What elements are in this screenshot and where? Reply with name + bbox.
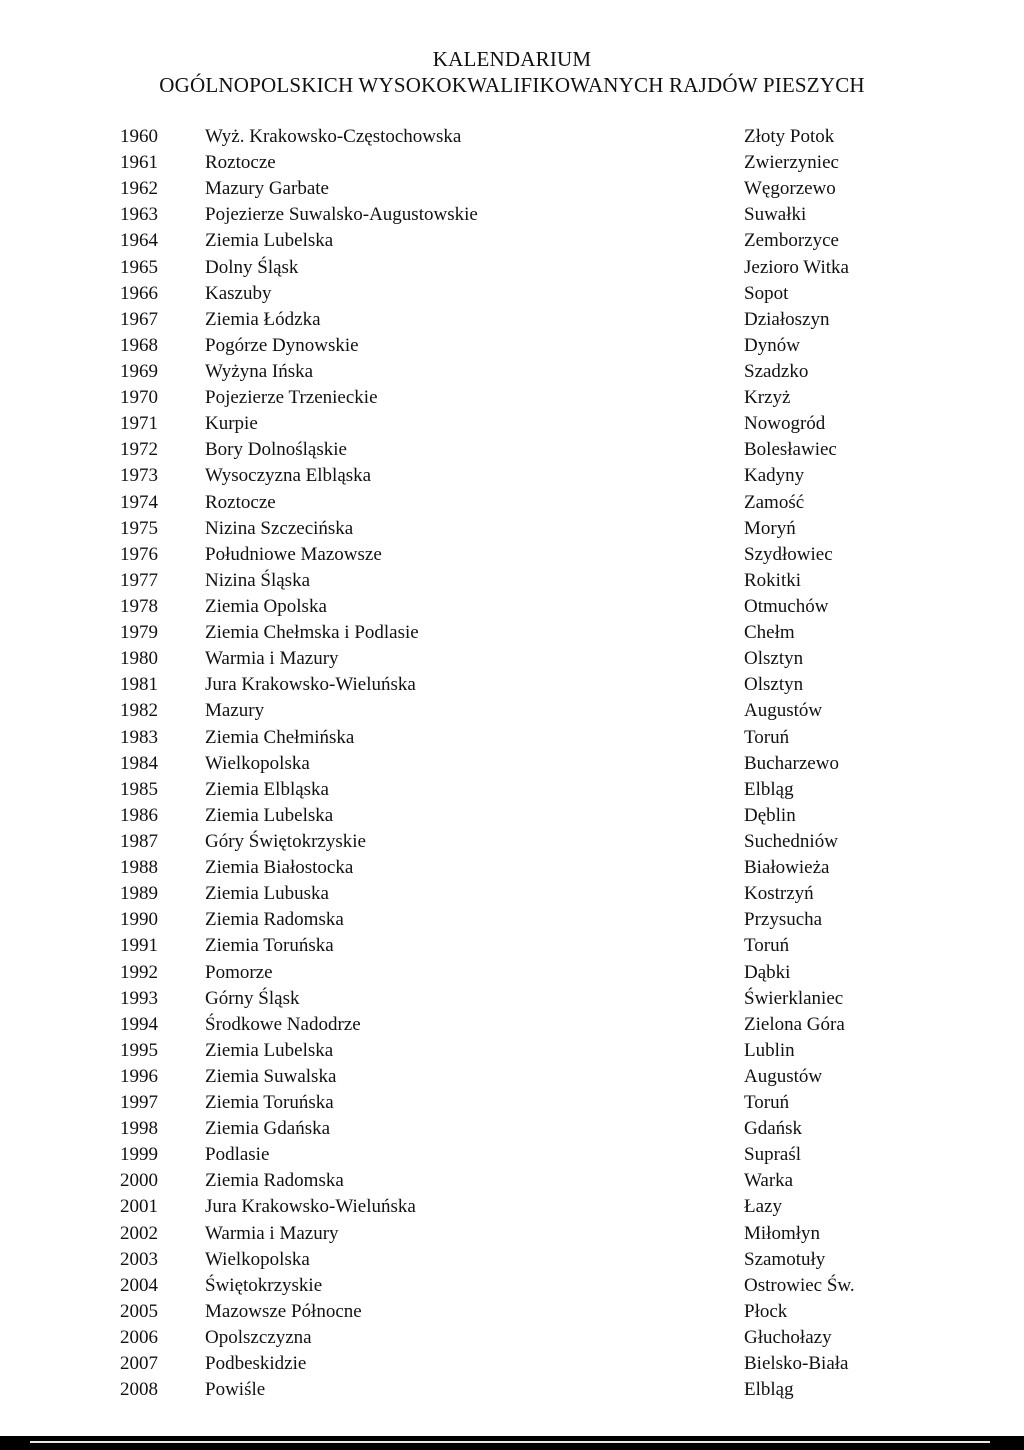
calendar-region: Kurpie xyxy=(205,413,258,435)
document-title: KALENDARIUM xyxy=(432,47,592,71)
calendar-row xyxy=(0,803,1024,829)
calendar-row xyxy=(0,1194,1024,1220)
calendar-region: Wielkopolska xyxy=(205,752,310,774)
calendar-year: 1962 xyxy=(120,178,158,200)
calendar-year: 1981 xyxy=(120,674,158,696)
calendar-row xyxy=(0,516,1024,542)
calendar-place: Augustów xyxy=(744,700,823,722)
calendar-region: Górny Śląsk xyxy=(205,987,300,1009)
calendar-year: 1986 xyxy=(120,804,158,826)
calendar-place: Toruń xyxy=(744,1092,790,1114)
calendar-year: 1984 xyxy=(120,752,158,774)
calendar-region: Nizina Szczecińska xyxy=(205,517,354,539)
calendar-region: Roztocze xyxy=(205,152,276,174)
calendar-row xyxy=(0,568,1024,594)
calendar-place: Dąbki xyxy=(744,961,791,983)
calendar-region: Ziemia Suwalska xyxy=(205,1065,337,1087)
calendar-place: Olsztyn xyxy=(744,674,804,696)
calendar-region: Powiśle xyxy=(205,1379,266,1401)
calendar-row xyxy=(0,281,1024,307)
calendar-row xyxy=(0,933,1024,959)
calendar-region: Ziemia Radomska xyxy=(205,1170,344,1192)
calendar-year: 1980 xyxy=(120,648,158,670)
calendar-region: Roztocze xyxy=(205,491,276,513)
calendar-row xyxy=(0,1064,1024,1090)
calendar-year: 2007 xyxy=(120,1353,158,1375)
calendar-row xyxy=(0,672,1024,698)
calendar-year: 1999 xyxy=(120,1144,158,1166)
calendar-region: Pojezierze Trzenieckie xyxy=(205,387,378,409)
calendar-region: Ziemia Chełmińska xyxy=(205,726,355,748)
scan-bottom-edge xyxy=(0,1436,1024,1450)
calendar-row xyxy=(0,124,1024,150)
calendar-place: Zwierzyniec xyxy=(744,152,839,174)
calendar-place: Płock xyxy=(744,1300,788,1322)
calendar-row xyxy=(0,1168,1024,1194)
calendar-row xyxy=(0,829,1024,855)
calendar-row xyxy=(0,646,1024,672)
calendar-place: Dynów xyxy=(744,334,800,356)
calendar-row xyxy=(0,881,1024,907)
calendar-region: Kaszuby xyxy=(205,282,272,304)
calendar-place: Toruń xyxy=(744,935,790,957)
calendar-place: Krzyż xyxy=(744,387,791,409)
calendar-row xyxy=(0,960,1024,986)
calendar-region: Nizina Śląska xyxy=(205,569,311,591)
calendar-row xyxy=(0,1351,1024,1377)
calendar-row xyxy=(0,1038,1024,1064)
calendar-region: Pojezierze Suwalsko-Augustowskie xyxy=(205,204,478,226)
calendar-region: Ziemia Lubelska xyxy=(205,1039,334,1061)
calendar-region: Podbeskidzie xyxy=(205,1353,307,1375)
calendar-place: Elbląg xyxy=(744,1379,794,1401)
calendar-row xyxy=(0,385,1024,411)
calendar-year: 1996 xyxy=(120,1065,158,1087)
calendar-year: 1979 xyxy=(120,622,158,644)
calendar-place: Działoszyn xyxy=(744,308,830,330)
calendar-region: Ziemia Opolska xyxy=(205,595,327,617)
calendar-place: Suwałki xyxy=(744,204,807,226)
calendar-row xyxy=(0,1247,1024,1273)
calendar-place: Elbląg xyxy=(744,778,794,800)
calendar-row xyxy=(0,490,1024,516)
calendar-place: Miłomłyn xyxy=(744,1222,821,1244)
calendar-place: Szamotuły xyxy=(744,1248,826,1270)
calendar-year: 2001 xyxy=(120,1196,158,1218)
calendar-year: 1975 xyxy=(120,517,158,539)
calendar-year: 1977 xyxy=(120,569,158,591)
calendar-region: Mazowsze Północne xyxy=(205,1300,362,1322)
calendar-year: 1961 xyxy=(120,152,158,174)
calendar-year: 1983 xyxy=(120,726,158,748)
calendar-place: Toruń xyxy=(744,726,790,748)
calendar-row xyxy=(0,1142,1024,1168)
calendar-place: Bielsko-Biała xyxy=(744,1353,849,1375)
calendar-place: Supraśl xyxy=(744,1144,801,1166)
calendar-year: 2002 xyxy=(120,1222,158,1244)
calendar-year: 1992 xyxy=(120,961,158,983)
calendar-place: Otmuchów xyxy=(744,595,829,617)
calendar-place: Kostrzyń xyxy=(744,883,814,905)
calendar-year: 2004 xyxy=(120,1274,158,1296)
calendar-row xyxy=(0,1090,1024,1116)
calendar-region: Mazury xyxy=(205,700,265,722)
calendar-place: Sopot xyxy=(744,282,789,304)
calendar-region: Ziemia Elbląska xyxy=(205,778,329,800)
calendar-place: Zemborzyce xyxy=(744,230,839,252)
calendar-region: Ziemia Chełmska i Podlasie xyxy=(205,622,419,644)
calendar-row xyxy=(0,620,1024,646)
calendar-year: 1973 xyxy=(120,465,158,487)
calendar-place: Ostrowiec Św. xyxy=(744,1274,855,1296)
document-subtitle: OGÓLNOPOLSKICH WYSOKOKWALIFIKOWANYCH RAJDÓW PIESZYCH xyxy=(159,73,865,97)
calendar-row xyxy=(0,255,1024,281)
calendar-place: Bucharzewo xyxy=(744,752,839,774)
calendar-year: 1988 xyxy=(120,857,158,879)
calendar-place: Nowogród xyxy=(744,413,826,435)
calendar-region: Ziemia Gdańska xyxy=(205,1118,331,1140)
calendar-region: Wielkopolska xyxy=(205,1248,310,1270)
calendar-row xyxy=(0,594,1024,620)
calendar-row xyxy=(0,359,1024,385)
calendar-year: 2006 xyxy=(120,1327,158,1349)
calendar-year: 1982 xyxy=(120,700,158,722)
calendar-year: 1985 xyxy=(120,778,158,800)
calendar-region: Południowe Mazowsze xyxy=(205,543,382,565)
calendar-year: 1972 xyxy=(120,439,158,461)
calendar-year: 1978 xyxy=(120,595,158,617)
calendar-row xyxy=(0,463,1024,489)
calendar-region: Wyżyna Ińska xyxy=(205,360,314,382)
calendar-row xyxy=(0,411,1024,437)
calendar-year: 2003 xyxy=(120,1248,158,1270)
calendar-place: Głuchołazy xyxy=(744,1327,832,1349)
calendar-region: Ziemia Łódzka xyxy=(205,308,321,330)
calendar-year: 1974 xyxy=(120,491,158,513)
calendar-region: Góry Świętokrzyskie xyxy=(205,830,366,852)
calendar-row xyxy=(0,437,1024,463)
calendar-year: 1970 xyxy=(120,387,158,409)
calendar-place: Kadyny xyxy=(744,465,805,487)
calendar-place: Moryń xyxy=(744,517,796,539)
calendar-place: Węgorzewo xyxy=(744,178,836,200)
calendar-year: 2000 xyxy=(120,1170,158,1192)
calendar-region: Ziemia Lubelska xyxy=(205,230,334,252)
calendar-row xyxy=(0,1325,1024,1351)
calendar-row xyxy=(0,751,1024,777)
calendar-region: Ziemia Białostocka xyxy=(205,857,354,879)
calendar-region: Ziemia Lubelska xyxy=(205,804,334,826)
calendar-year: 1969 xyxy=(120,360,158,382)
calendar-row xyxy=(0,228,1024,254)
calendar-row xyxy=(0,907,1024,933)
scan-edge-line xyxy=(30,1441,990,1443)
calendar-row xyxy=(0,202,1024,228)
calendar-region: Wyż. Krakowsko-Częstochowska xyxy=(205,126,462,147)
calendar-year: 1995 xyxy=(120,1039,158,1061)
calendar-year: 1994 xyxy=(120,1013,158,1035)
calendar-year: 1964 xyxy=(120,230,158,252)
calendar-place: Jezioro Witka xyxy=(744,256,849,278)
calendar-year: 1976 xyxy=(120,543,158,565)
calendar-year: 1990 xyxy=(120,909,158,931)
calendar-row xyxy=(0,1377,1024,1403)
calendar-region: Wysoczyzna Elbląska xyxy=(205,465,372,487)
calendar-region: Pomorze xyxy=(205,961,273,983)
calendar-region: Dolny Śląsk xyxy=(205,256,299,278)
calendar-region: Opolszczyzna xyxy=(205,1327,312,1349)
calendar-region: Świętokrzyskie xyxy=(205,1274,323,1296)
calendar-region: Warmia i Mazury xyxy=(205,1222,339,1244)
calendar-region: Bory Dolnośląskie xyxy=(205,439,347,461)
calendar-place: Łazy xyxy=(744,1196,782,1218)
calendar-region: Ziemia Toruńska xyxy=(205,1092,334,1114)
calendar-region: Warmia i Mazury xyxy=(205,648,339,670)
calendar-region: Jura Krakowsko-Wieluńska xyxy=(205,674,416,696)
calendar-year: 1965 xyxy=(120,256,158,278)
calendar-place: Zamość xyxy=(744,491,805,513)
calendar-region: Środkowe Nadodrze xyxy=(205,1013,361,1035)
calendar-year: 1997 xyxy=(120,1092,158,1114)
calendar-row xyxy=(0,1116,1024,1142)
calendar-row xyxy=(0,855,1024,881)
calendar-row xyxy=(0,1299,1024,1325)
calendar-place: Olsztyn xyxy=(744,648,804,670)
calendar-region: Podlasie xyxy=(205,1144,270,1166)
calendar-year: 1991 xyxy=(120,935,158,957)
rally-calendar-list xyxy=(0,124,1024,1403)
calendar-region: Ziemia Radomska xyxy=(205,909,344,931)
calendar-place: Lublin xyxy=(744,1039,795,1061)
calendar-place: Świerklaniec xyxy=(744,987,844,1009)
calendar-place: Suchedniów xyxy=(744,830,838,852)
calendar-row xyxy=(0,1221,1024,1247)
calendar-row xyxy=(0,698,1024,724)
calendar-year: 2008 xyxy=(120,1379,158,1401)
calendar-row xyxy=(0,150,1024,176)
calendar-row xyxy=(0,307,1024,333)
calendar-row xyxy=(0,777,1024,803)
calendar-region: Ziemia Toruńska xyxy=(205,935,334,957)
calendar-place: Przysucha xyxy=(744,909,823,931)
calendar-year: 1998 xyxy=(120,1118,158,1140)
calendar-place: Bolesławiec xyxy=(744,439,837,461)
calendar-region: Mazury Garbate xyxy=(205,178,329,200)
calendar-year: 1993 xyxy=(120,987,158,1009)
calendar-region: Jura Krakowsko-Wieluńska xyxy=(205,1196,416,1218)
calendar-place: Białowieża xyxy=(744,857,830,879)
calendar-row xyxy=(0,725,1024,751)
calendar-year: 1987 xyxy=(120,830,158,852)
calendar-place: Augustów xyxy=(744,1065,823,1087)
calendar-row xyxy=(0,1273,1024,1299)
calendar-place: Gdańsk xyxy=(744,1118,803,1140)
calendar-place: Chełm xyxy=(744,622,795,644)
calendar-year: 1960 xyxy=(120,126,158,147)
calendar-place: Zielona Góra xyxy=(744,1013,845,1035)
calendar-place: Szydłowiec xyxy=(744,543,833,565)
calendar-region: Pogórze Dynowskie xyxy=(205,334,359,356)
calendar-year: 1989 xyxy=(120,883,158,905)
calendar-place: Szadzko xyxy=(744,360,809,382)
calendar-region: Ziemia Lubuska xyxy=(205,883,329,905)
calendar-place: Dęblin xyxy=(744,804,796,826)
calendar-year: 1968 xyxy=(120,334,158,356)
calendar-year: 1971 xyxy=(120,413,158,435)
calendar-year: 1966 xyxy=(120,282,158,304)
calendar-place: Warka xyxy=(744,1170,794,1192)
calendar-row xyxy=(0,986,1024,1012)
calendar-row xyxy=(0,333,1024,359)
calendar-year: 1963 xyxy=(120,204,158,226)
calendar-row xyxy=(0,542,1024,568)
calendar-year: 1967 xyxy=(120,308,158,330)
calendar-row xyxy=(0,176,1024,202)
calendar-row xyxy=(0,1012,1024,1038)
calendar-place: Rokitki xyxy=(744,569,802,591)
calendar-year: 2005 xyxy=(120,1300,158,1322)
calendar-place: Złoty Potok xyxy=(744,126,835,147)
